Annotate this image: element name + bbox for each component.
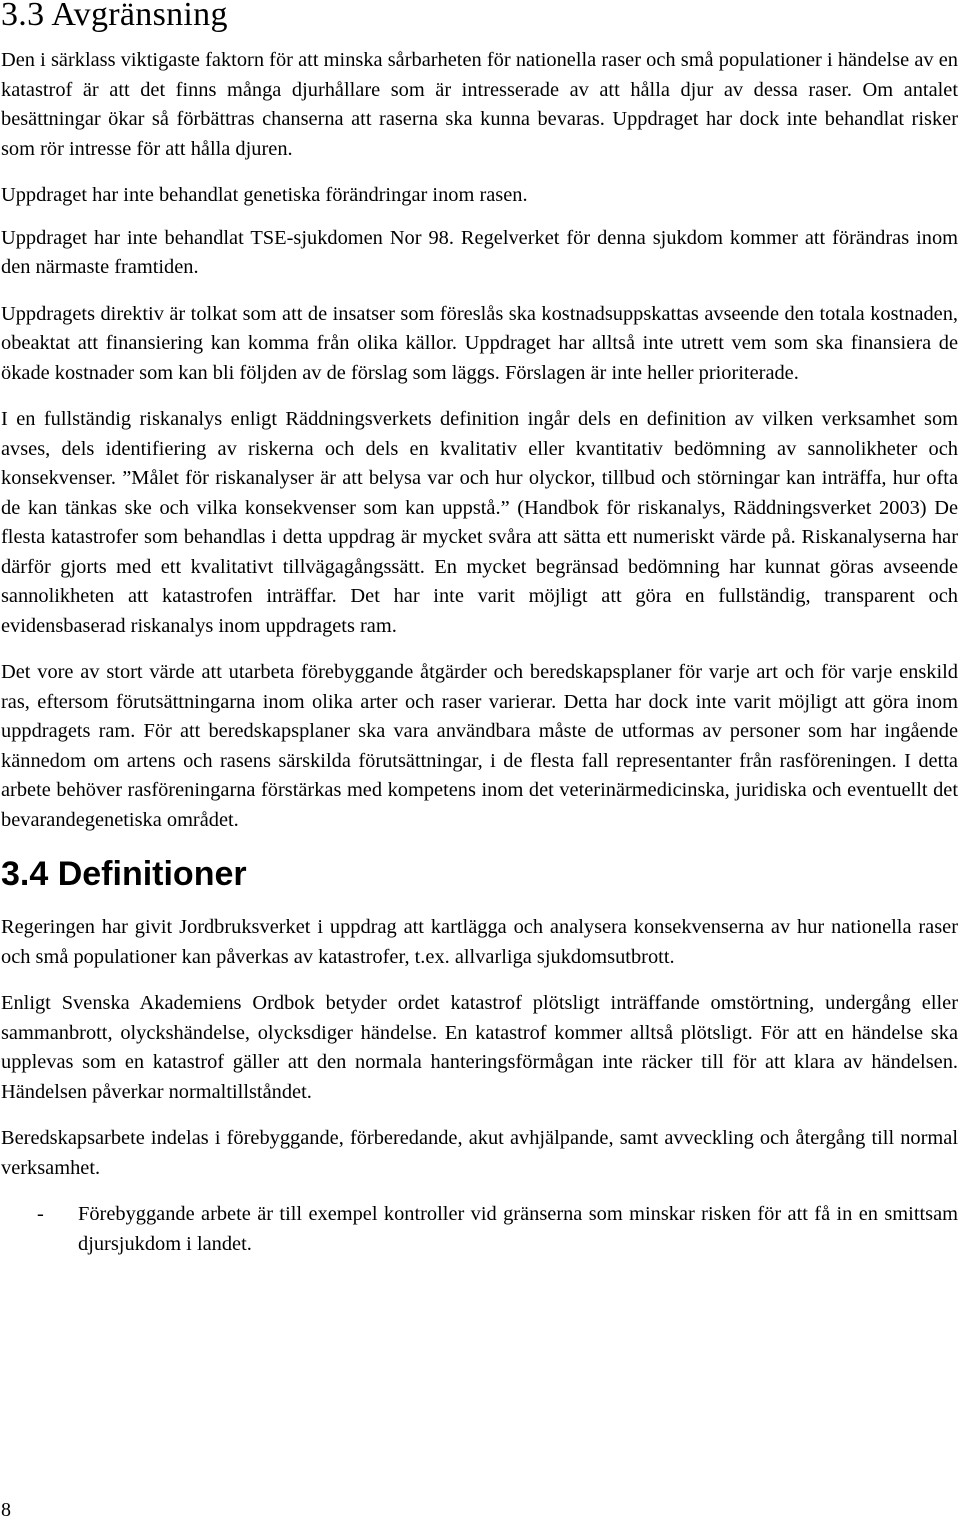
paragraph: Uppdraget har inte behandlat TSE-sjukdomen Nor 98. Regelverket för denna sjukdom kommer att förändras inom den närmaste framtiden.: [1, 226, 958, 278]
section-heading-avgransning: 3.3 Avgränsning: [1, 0, 228, 33]
paragraph: Den i särklass viktigaste faktorn för att minska sårbarheten för nationella raser och små populationer i händelse av en katastrof är att det finns många djurhållare som är intresserade av att hålla djur av dessa raser. Om antalet besättningar ökar så förbättras chanserna att raserna ska kunna bevaras. Uppdraget har dock inte behandlat risker som rör intresse för att hålla djuren.: [1, 49, 958, 160]
paragraph: Regeringen har givit Jordbruksverket i uppdrag att kartlägga och analysera konsekvenserna av hur nationella raser och små populationer kan påverkas av katastrofer, t.ex. allvarliga sjukdomsutbrott.: [1, 916, 958, 968]
list-item-text: Förebyggande arbete är till exempel kontroller vid gränserna som minskar risken för att få in en smittsam djursjukdom i landet.: [78, 1203, 958, 1255]
page-number: 8: [1, 1499, 11, 1521]
section-avgransning: [1, 0, 958, 835]
paragraph: Det vore av stort värde att utarbeta förebyggande åtgärder och beredskapsplaner för varje art och för varje enskild ras, eftersom förutsättningarna inom olika arter och raser varierar. Detta har dock inte varit möjligt att göra inom uppdragets ram. För att beredskapsplaner ska vara användbara måste de utformas av personer som har ingående kännedom om artens och rasens särskilda förutsättningar, i de flesta fall representanter från rasföreningen. I detta arbete behöver rasföreningarna förstärkas med kompetens inom det veterinärmedicinska, juridiska och eventuellt det bevarandegenetiska området.: [1, 661, 958, 831]
paragraph: Enligt Svenska Akademiens Ordbok betyder ordet katastrof plötsligt inträffande omstörtning, undergång eller sammanbrott, olyckshändelse, olycksdiger händelse. En katastrof kommer alltså plötsligt. För att en händelse ska upplevas som en katastrof gäller att den normala hanteringsförmågan inte räcker till för att klara av händelsen. Händelsen påverkar normaltillståndet.: [1, 992, 958, 1103]
paragraph: I en fullständig riskanalys enligt Räddningsverkets definition ingår dels en definition av vilken verksamhet som avses, dels identifiering av riskerna och dels en kvalitativ eller kvantitativ bedömning av sannolikheter och konsekvenser. ”Målet för riskanalyser är att belysa var och hur olyckor, tillbud och störningar kan inträffa, hur ofta de kan tänkas ske och vilka konsekvenser som kan uppstå.” (Handbok för riskanalys, Räddningsverket 2003) De flesta katastrofer som behandlas i detta uppdrag är mycket svåra att sätta ett numeriskt värde på. Riskanalyserna har därför gjorts med ett kvalitativt tillvägagångssätt. En mycket begränsad bedömning har kunnat göras avseende sannolikheten att katastrofen inträffar. Det har inte varit möjligt att göra en fullständig, transparent och evidensbaserad riskanalys inom uppdragets ram.: [1, 408, 958, 637]
paragraph: Uppdraget har inte behandlat genetiska förändringar inom rasen.: [1, 184, 528, 206]
paragraph: Beredskapsarbete indelas i förebyggande, förberedande, akut avhjälpande, samt avveckling och återgång till normal verksamhet.: [1, 1127, 958, 1179]
list-item: [1, 1200, 958, 1259]
section-definitioner: [1, 857, 958, 1259]
bullet-list: [1, 1200, 958, 1259]
paragraph: Uppdragets direktiv är tolkat som att de insatser som föreslås ska kostnadsuppskattas avseende den totala kostnaden, obeaktat att finansiering kan komma från olika källor. Uppdraget har alltså inte utrett vem som ska finansiera de ökade kostnader som kan bli följden av de förslag som läggs. Förslagen är inte heller prioriterade.: [1, 302, 958, 384]
section-heading-definitioner: 3.4 Definitioner: [1, 855, 247, 893]
list-dash-marker: -: [37, 1203, 44, 1225]
